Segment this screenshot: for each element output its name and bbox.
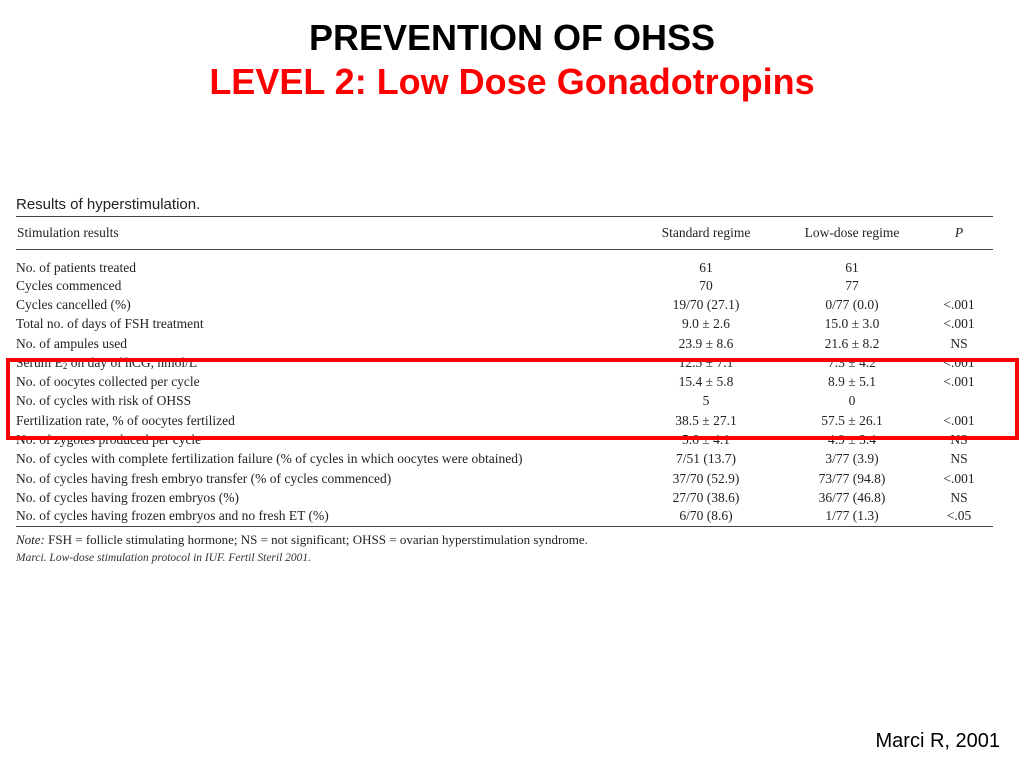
- standard-regime-value: 23.9 ± 8.6: [678, 335, 734, 351]
- standard-regime-value: 12.5 ± 7.1: [678, 354, 734, 370]
- row-label-text: No. of cycles having frozen embryos and no fresh ET (%): [16, 507, 329, 523]
- row-label-text: No. of ampules used: [16, 335, 127, 351]
- table-note: [16, 531, 993, 549]
- row-label-text: No. of cycles with risk of OHSS: [16, 393, 192, 409]
- highlight-box: [6, 358, 1019, 440]
- row-label: [16, 315, 633, 334]
- p-value: [925, 250, 993, 277]
- slide-title: [0, 16, 1024, 104]
- p-value: <.001: [943, 412, 975, 428]
- table-row: [16, 250, 993, 277]
- low-dose-regime-value: 7.3 ± 4.2: [828, 354, 876, 370]
- low-dose-regime-value: 0/77 (0.0): [825, 296, 879, 312]
- header-stimulation-results: Stimulation results: [16, 217, 633, 250]
- row-label: [16, 276, 633, 295]
- table-caption: Results of hyperstimulation.: [16, 196, 201, 213]
- row-label: [16, 450, 633, 469]
- row-label: [16, 508, 633, 527]
- header-p-value: P: [925, 217, 993, 250]
- low-dose-regime-value: 0: [848, 393, 856, 409]
- low-dose-regime-value: 61: [845, 260, 859, 275]
- low-dose-regime-value: 3/77 (3.9): [825, 451, 879, 467]
- standard-regime-value: 61: [699, 260, 713, 275]
- low-dose-regime-value: 57.5 ± 26.1: [821, 412, 883, 428]
- table-row: [16, 450, 993, 469]
- table-row: [16, 334, 993, 353]
- table-header-row: [16, 217, 993, 250]
- p-value: <.001: [943, 470, 975, 486]
- p-value: <.001: [943, 374, 975, 390]
- p-value: <.001: [943, 296, 975, 312]
- standard-regime-value: 7/51 (13.7): [676, 451, 736, 467]
- standard-regime-value: 70: [699, 277, 713, 293]
- standard-regime-value: 19/70 (27.1): [672, 296, 740, 312]
- table-row: [16, 315, 993, 334]
- row-label: [16, 250, 633, 277]
- title-line-2: LEVEL 2: Low Dose Gonadotropins: [209, 61, 815, 102]
- table-row: [16, 488, 993, 507]
- row-label-text: Total no. of days of FSH treatment: [16, 316, 204, 332]
- header-low-dose-regime: Low-dose regime: [779, 217, 925, 250]
- row-label: [16, 295, 633, 314]
- p-value: <.05: [925, 508, 993, 527]
- row-label-text: Fertilization rate, % of oocytes fertilized: [16, 412, 235, 428]
- p-value: [925, 276, 993, 295]
- table-row: [16, 469, 993, 488]
- low-dose-regime-value: 15.0 ± 3.0: [824, 316, 880, 332]
- row-label-text: Serum E: [16, 354, 63, 370]
- row-label-text: No. of cycles having fresh embryo transfer (% of cycles commenced): [16, 470, 392, 486]
- standard-regime-value: 27/70 (38.6): [672, 489, 740, 505]
- p-value: NS: [950, 432, 968, 448]
- row-label-text: Cycles commenced: [16, 277, 122, 293]
- low-dose-regime-value: 36/77 (46.8): [818, 489, 886, 505]
- row-label-rest: on day of hCG, nmol/L: [67, 354, 198, 370]
- p-value: NS: [950, 489, 968, 505]
- footer-citation: Marci R, 2001: [875, 730, 1000, 752]
- note-label: Note:: [16, 532, 45, 548]
- row-label-text: No. of cycles with complete fertilization failure (% of cycles in which oocytes were obtained): [16, 451, 523, 467]
- table-row: [16, 276, 993, 295]
- row-label: [16, 334, 633, 353]
- standard-regime-value: 37/70 (52.9): [672, 470, 740, 486]
- row-label-subscript: 2: [62, 360, 68, 371]
- p-value: NS: [950, 451, 968, 467]
- p-value: <.001: [943, 316, 975, 332]
- note-text: FSH = follicle stimulating hormone; NS = not significant; OHSS = ovarian hyperstimulation syndrome.: [44, 532, 588, 548]
- table-row: [16, 295, 993, 314]
- standard-regime-value: 15.4 ± 5.8: [678, 374, 734, 390]
- row-label-text: No. of patients treated: [16, 260, 136, 275]
- row-label-text: No. of cycles having frozen embryos (%): [16, 489, 240, 505]
- standard-regime-value: 5.6 ± 4.1: [682, 432, 730, 448]
- row-label-text: No. of zygotes produced per cycle: [16, 432, 202, 448]
- p-value: NS: [950, 335, 968, 351]
- standard-regime-value: 9.0 ± 2.6: [682, 316, 730, 332]
- table-row: [16, 508, 993, 527]
- row-label-text: Cycles cancelled (%): [16, 296, 131, 312]
- p-value: <.001: [943, 354, 975, 370]
- row-label: [16, 469, 633, 488]
- header-standard-regime: Standard regime: [633, 217, 779, 250]
- row-label-text: No. of oocytes collected per cycle: [16, 374, 200, 390]
- low-dose-regime-value: 8.9 ± 5.1: [828, 374, 876, 390]
- standard-regime-value: 5: [702, 393, 710, 409]
- row-label: [16, 488, 633, 507]
- table-source: Marci. Low-dose stimulation protocol in IUF. Fertil Steril 2001.: [16, 552, 312, 565]
- low-dose-regime-value: 73/77 (94.8): [818, 470, 886, 486]
- title-line-1: PREVENTION OF OHSS: [308, 17, 716, 58]
- low-dose-regime-value: 21.6 ± 8.2: [824, 335, 880, 351]
- low-dose-regime-value: 1/77 (1.3): [779, 508, 925, 527]
- standard-regime-value: 6/70 (8.6): [633, 508, 779, 527]
- low-dose-regime-value: 4.9 ± 3.4: [828, 432, 876, 448]
- low-dose-regime-value: 77: [845, 277, 859, 293]
- standard-regime-value: 38.5 ± 27.1: [675, 412, 737, 428]
